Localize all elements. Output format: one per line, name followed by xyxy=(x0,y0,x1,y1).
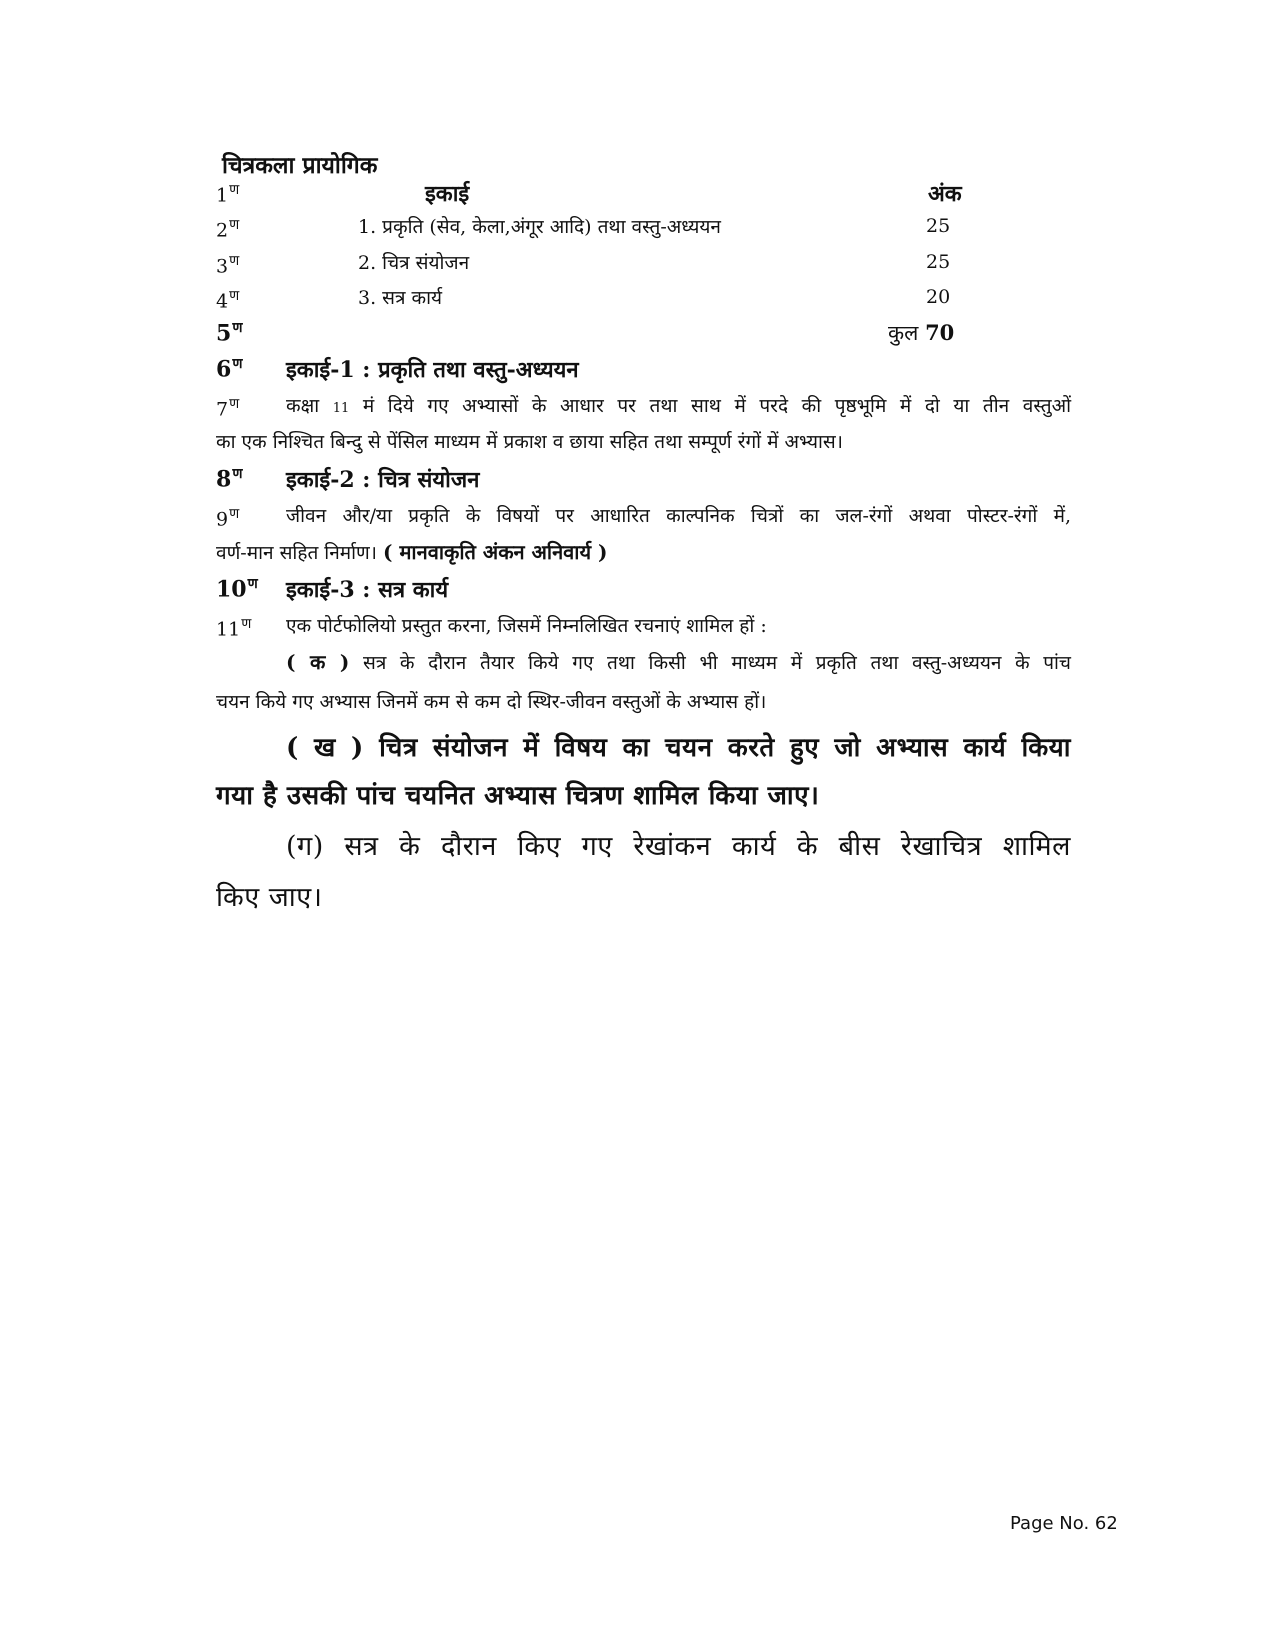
line-number: $9^ण$ xyxy=(216,506,240,531)
line-number: $10^ण$ xyxy=(216,576,258,603)
page-title: चित्रकला प्रायोगिक xyxy=(222,152,378,179)
item-ga-line: किए जाए। xyxy=(216,882,323,913)
line-number: $8^ण$ xyxy=(216,466,243,493)
table-row-unit: 2. चित्र संयोजन xyxy=(358,252,470,274)
table-row-unit: 3. सत्र कार्य xyxy=(358,287,443,309)
line-number: $2^ण$ xyxy=(216,217,240,242)
item-ka-line: चयन किये गए अभ्यास जिनमें कम से कम दो स्थिर-जीवन वस्तुओं के अभ्यास हों। xyxy=(216,691,767,713)
section-heading: इकाई-1 : प्रकृति तथा वस्तु-अध्ययन xyxy=(286,357,579,383)
page-number: Page No. 62 xyxy=(1010,1513,1118,1534)
item-kha-line: गया है उसकी पांच चयनित अभ्यास चित्रण शामिल किया जाए। xyxy=(216,781,820,811)
line-number: $6^ण$ xyxy=(216,356,243,383)
table-row-marks: 25 xyxy=(926,215,951,237)
paragraph-line: वर्ण-मान सहित निर्माण। ( मानवाकृति अंकन अनिवार्य ) xyxy=(216,540,608,564)
section-heading: इकाई-2 : चित्र संयोजन xyxy=(286,467,480,493)
line-number: $5^ण$ xyxy=(216,320,243,347)
paragraph-line: कक्षा 11 मं दिये गए अभ्यासों के आधार पर तथा साथ में परदे की पृष्ठभूमि में दो या तीन वस्तुओं xyxy=(286,395,1071,417)
total-marks: कुल 70 xyxy=(888,320,955,345)
paragraph-line: का एक निश्चित बिन्दु से पेंसिल माध्यम में प्रकाश व छाया सहित तथा सम्पूर्ण रंगों में अभ्यास। xyxy=(216,431,843,453)
table-row-marks: 20 xyxy=(926,286,951,308)
paragraph-line: जीवन और/या प्रकृति के विषयों पर आधारित काल्पनिक चित्रों का जल-रंगों अथवा पोस्टर-रंगों में, xyxy=(286,505,1071,527)
column-header-marks: अंक xyxy=(928,181,962,207)
column-header-unit: इकाई xyxy=(425,181,470,207)
line-number: $4^ण$ xyxy=(216,288,240,313)
line-number: $7^ण$ xyxy=(216,396,240,421)
line-number: $3^ण$ xyxy=(216,253,240,278)
table-row-marks: 25 xyxy=(926,251,951,273)
item-kha-line: ( ख ) चित्र संयोजन में विषय का चयन करते हुए जो अभ्यास कार्य किया xyxy=(286,733,1071,763)
section-heading: इकाई-3 : सत्र कार्य xyxy=(286,577,449,603)
line-number: $1^ण$ xyxy=(216,182,240,207)
item-ka-line: ( क ) सत्र के दौरान तैयार किये गए तथा किसी भी माध्यम में प्रकृति तथा वस्तु-अध्ययन के पांच xyxy=(286,650,1072,674)
item-ga-line: (ग) सत्र के दौरान किए गए रेखांकन कार्य के बीस रेखाचित्र शामिल xyxy=(286,831,1071,862)
paragraph-line: एक पोर्टफोलियो प्रस्तुत करना, जिसमें निम्नलिखित रचनाएं शामिल हों : xyxy=(286,615,767,637)
line-number: $11^ण$ xyxy=(216,616,252,641)
table-row-unit: 1. प्रकृति (सेव, केला,अंगूर आदि) तथा वस्तु-अध्ययन xyxy=(358,216,721,238)
